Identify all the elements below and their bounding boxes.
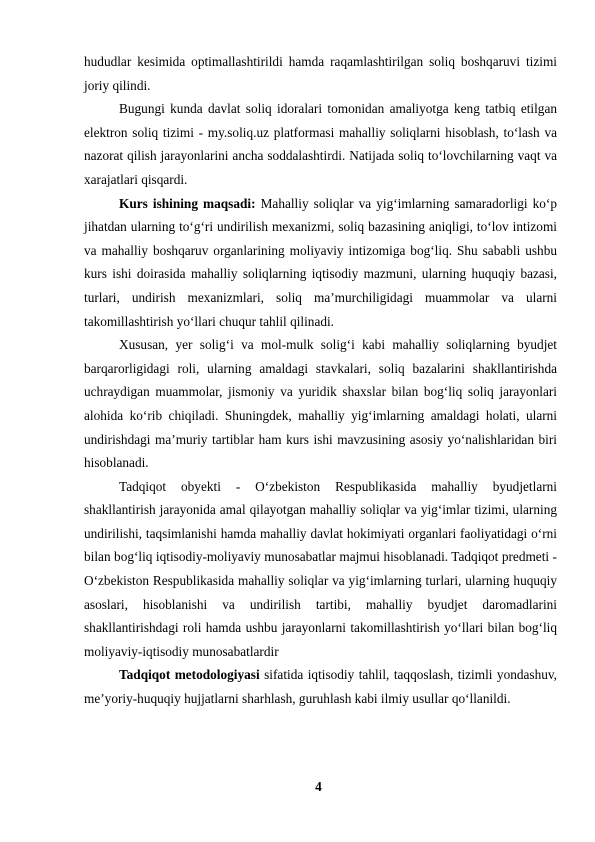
page-number: 4 (315, 779, 322, 794)
paragraph-text: Mahalliy soliqlar va yig‘imlarning samaradorligi ko‘p jihatdan ularning to‘g‘ri undirilish mexanizmi, soliq bazasining aniqligi, to‘lov intizomi va mahalliy boshqaruv organlarining moliyaviy intizomiga bog‘liq. Shu sababli ushbu kurs ishi doirasida mahalliy soliqlarning iqtisodiy mazmuni, ularning huquqiy bazasi, turlari, undirish mexanizmlari, soliq ma’murchiligidagi muammolar va ularni takomillashtirish yo‘llari chuqur tahlil qilinadi. (84, 195, 557, 329)
paragraph-text: sifatida iqtisodiy tahlil, taqqoslash, tizimli yondashuv, me’yoriy-huquqiy hujjatlarni sharhlash, guruhlash kabi ilmiy usullar qo‘llanildi. (84, 667, 557, 707)
paragraph-lead-heading: Kurs ishining maqsadi: (119, 195, 256, 211)
paragraph-course-goal (84, 192, 557, 334)
document-page (84, 50, 557, 711)
paragraph-continuation (84, 50, 557, 97)
paragraph-electronic-tax-system (84, 97, 557, 191)
paragraph-text: Bugungi kunda davlat soliq idoralari tomonidan amaliyotga keng tatbiq etilgan elektron soliq tizimi - my.soliq.uz platformasi mahalliy soliqlarni hisoblash, to‘lash va nazorat qilish jarayonlarini ancha soddalashtirdi. Natijada soliq to‘lovchilarning vaqt va xarajatlari qisqardi. (84, 101, 557, 187)
paragraph-lead-heading: Tadqiqot metodologiyasi (119, 667, 260, 683)
paragraph-text: Xususan, yer solig‘i va mol-mulk solig‘i kabi mahalliy soliqlarning byudjet barqarorligidagi roli, ularning amaldagi stavkalari, soliq bazalarini shakllantirishda uchraydigan muammolar, jismoniy va yuridik shaxslar bilan bog‘liq soliq jarayonlari alohida ko‘rib chiqiladi. Shuningdek, mahalliy yig‘imlarning amaldagi holati, ularni undirishdagi ma’muriy tartiblar ham kurs ishi mavzusining asosiy yo‘nalishlaridan biri hisoblanadi. (84, 337, 557, 471)
paragraph-text: Tadqiqot obyekti - O‘zbekiston Respublikasida mahalliy byudjetlarni shakllantirish jarayonida amal qilayotgan mahalliy soliqlar va yig‘imlar tizimi, ularning undirilishi, taqsimlanishi hamda mahalliy davlat hokimiyati organlari faoliyatidagi o‘rni bilan bog‘liq iqtisodiy-moliyaviy munosabatlar majmui hisoblanadi. Tadqiqot predmeti - O‘zbekiston Respublikasida mahalliy soliqlar va yig‘imlarning turlari, ularning huquqiy asoslari, hisoblanishi va undirilish tartibi, mahalliy byudjet daromadlarini shakllantirishdagi roli hamda ushbu jarayonlarni takomillashtirish yo‘llari bilan bog‘liq moliyaviy-iqtisodiy munosabatlardir (84, 478, 557, 659)
paragraph-land-property-tax (84, 333, 557, 475)
paragraph-text: hududlar kesimida optimallashtirildi hamda raqamlashtirilgan soliq boshqaruvi tizimi joriy qilindi. (84, 54, 557, 93)
paragraph-research-object (84, 475, 557, 664)
paragraph-methodology (84, 663, 557, 710)
